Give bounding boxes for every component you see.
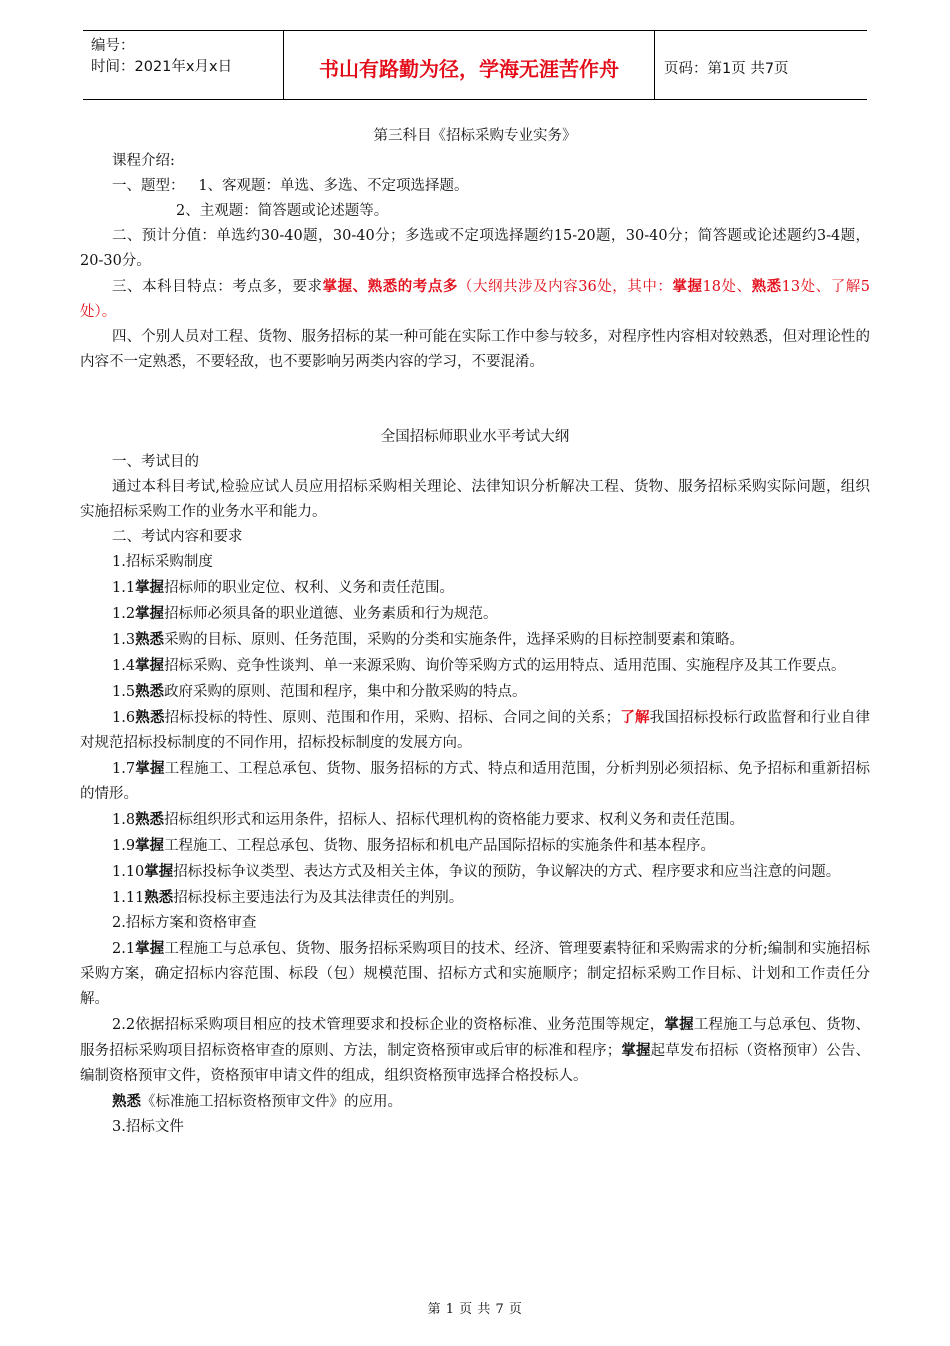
intro-item-3-e: 18处、: [702, 279, 752, 295]
item-text: 招标组织形式和运用条件，招标人、招标代理机构的资格能力要求、权利义务和责任范围。: [164, 812, 745, 828]
item-1-4: [80, 653, 870, 679]
item-number: 1.11: [112, 890, 145, 906]
keyword: 掌握: [621, 1042, 651, 1059]
section2-title: 全国招标师职业水平考试大纲: [380, 429, 570, 445]
item-text: 《标准施工招标资格预审文件》的应用。: [141, 1094, 402, 1110]
header-motto-cell: [283, 31, 655, 99]
item-1-10: [80, 859, 870, 885]
item-number: 1.8: [112, 812, 136, 828]
intro-item-3: [80, 274, 870, 325]
number-label: 编号：: [91, 38, 135, 54]
item-1-11: [80, 885, 870, 911]
item-text: 2.2依据招标采购项目相应的技术管理要求和投标企业的资格标准、业务范围等规定，: [112, 1017, 665, 1033]
section1-title: 第三科目《招标采购专业实务》: [373, 128, 577, 144]
item-1-2: [80, 601, 870, 627]
motto: 书山有路勤为径，学海无涯苦作舟: [319, 57, 619, 81]
item-number: 1.7: [112, 761, 136, 777]
item-1-6: [80, 705, 870, 756]
keyword: 熟悉: [112, 1093, 141, 1110]
item-text: 招标师必须具备的职业道德、业务素质和行为规范。: [164, 606, 498, 622]
keyword: 掌握: [135, 760, 165, 777]
keyword: 掌握: [135, 940, 165, 957]
item-text: 招标师的职业定位、权利、义务和责任范围。: [164, 580, 455, 596]
heading-2-2: 2.招标方案和资格审查: [112, 915, 257, 931]
item-1-7: [80, 756, 870, 807]
intro-item-3-g: 13处、了解5处）。: [80, 279, 871, 320]
exam-purpose-text: 通过本科目考试,检验应试人员应用招标采购相关理论、法律知识分析解决工程、货物、服务招标采购实际问题，组织实施招标采购工作的业务水平和能力。: [80, 479, 870, 520]
item-1-3: [80, 627, 870, 653]
intro-item-2: 二、预计分值：单选约30-40题，30-40分；多选或不定项选择题约15-20题，30-40分；简答题或论述题约3-4题，20-30分。: [80, 228, 870, 269]
keyword: 熟悉: [135, 709, 165, 726]
document-body: [80, 124, 870, 1140]
item-2-3: [80, 1089, 870, 1115]
item-text: 工程施工、工程总承包、货物、服务招标和机电产品国际招标的实施条件和基本程序。: [164, 838, 716, 854]
footer-page-number: 第 1 页 共 7 页: [427, 1302, 523, 1317]
header-page-cell: [654, 31, 867, 99]
item-1-5: [80, 679, 870, 705]
item-1-1: [80, 575, 870, 601]
item-text: 招标投标主要违法行为及其法律责任的判别。: [173, 890, 464, 906]
intro-item-4: 四、个别人员对工程、货物、服务招标的某一种可能在实际工作中参与较多，对程序性内容相对较熟悉，但对理论性的内容不一定熟悉，不要轻敌，也不要影响另两类内容的学习，不要混淆。: [80, 329, 870, 370]
item-number: 1.4: [112, 658, 136, 674]
intro-item-3-b: 掌握、熟悉的考点多: [322, 278, 458, 295]
keyword-red: 了解: [620, 709, 650, 726]
keyword: 熟悉: [135, 811, 165, 828]
time-label: 时间：2021年x月x日: [91, 59, 233, 75]
item-text: 采购的目标、原则、任务范围，采购的分类和实施条件，选择采购的目标控制要素和策略。: [164, 632, 745, 648]
intro-item-3-f: 熟悉: [751, 278, 782, 295]
item-text: 政府采购的原则、范围和程序，集中和分散采购的特点。: [164, 684, 527, 700]
item-2-1: [80, 936, 870, 1012]
item-1-8: [80, 807, 870, 833]
keyword: 掌握: [135, 605, 165, 622]
keyword: 掌握: [135, 579, 165, 596]
header-table: [83, 30, 867, 100]
item-number: 1.9: [112, 838, 136, 854]
intro-item-3-d: 掌握: [672, 278, 703, 295]
item-1-9: [80, 833, 870, 859]
header-meta-cell: [83, 31, 283, 99]
heading-2-1: 1.招标采购制度: [112, 554, 213, 570]
keyword: 掌握: [144, 863, 174, 880]
keyword: 掌握: [135, 657, 165, 674]
item-number: 1.6: [112, 710, 136, 726]
item-number: 1.2: [112, 606, 136, 622]
intro-item-3-c: （大纲共涉及内容36处，其中：: [457, 279, 673, 295]
intro-item-3-a: 三、本科目特点：考点多，要求: [112, 279, 323, 295]
intro-label: 课程介绍:: [112, 153, 175, 169]
item-number: 1.1: [112, 580, 136, 596]
intro-item-1b: 2、主观题：简答题或论述题等。: [176, 203, 389, 219]
item-text: 我国招标投标行政监督和行业自律对规范招标投标制度的不同作用，招标投标制度的发展方向。: [80, 710, 871, 751]
item-2-2: [80, 1012, 870, 1089]
heading-exam-content: 二、考试内容和要求: [112, 529, 243, 545]
heading-exam-purpose: 一、考试目的: [112, 454, 199, 470]
item-text: 工程施工、工程总承包、货物、服务招标的方式、特点和适用范围，分析判别必须招标、免予招标和重新招标的情形。: [80, 761, 871, 802]
keyword: 熟悉: [135, 683, 165, 700]
item-number: 1.5: [112, 684, 136, 700]
keyword: 掌握: [135, 837, 165, 854]
keyword: 熟悉: [135, 631, 165, 648]
item-text: 工程施工与总承包、货物、服务招标采购项目的技术、经济、管理要素特征和采购需求的分析;编制和实施招标采购方案，确定招标内容范围、标段（包）规模范围、招标方式和实施顺序；制定招标采购工作目标、计划和工作责任分解。: [80, 941, 870, 1007]
item-text: 招标投标争议类型、表达方式及相关主体，争议的预防，争议解决的方式、程序要求和应当注意的问题。: [173, 864, 841, 880]
item-text: 招标采购、竞争性谈判、单一来源采购、询价等采购方式的运用特点、适用范围、实施程序及其工作要点。: [164, 658, 846, 674]
page-info: 页码：第1页 共7页: [664, 61, 789, 77]
item-text: 招标投标的特性、原则、范围和作用，采购、招标、合同之间的关系；: [164, 710, 621, 726]
spacer: [80, 375, 870, 425]
item-number: 1.3: [112, 632, 136, 648]
item-text: 起草发布招标（资格预审）公告、编制资格预审文件，资格预审申请文件的组成，组织资格预审选择合格投标人。: [80, 1043, 871, 1084]
item-number: 1.10: [112, 864, 145, 880]
page-footer: [0, 1298, 950, 1317]
intro-item-1: 一、题型： 1、客观题：单选、多选、不定项选择题。: [112, 178, 469, 194]
item-number: 2.1: [112, 941, 136, 957]
heading-2-3: 3.招标文件: [112, 1119, 184, 1135]
item-text: 工程施工与总承包、货物、服务招标采购项目招标资格审查的原则、方法，制定资格预审或后审的标准和程序；: [80, 1017, 871, 1059]
keyword: 熟悉: [144, 889, 174, 906]
keyword: 掌握: [664, 1016, 694, 1033]
